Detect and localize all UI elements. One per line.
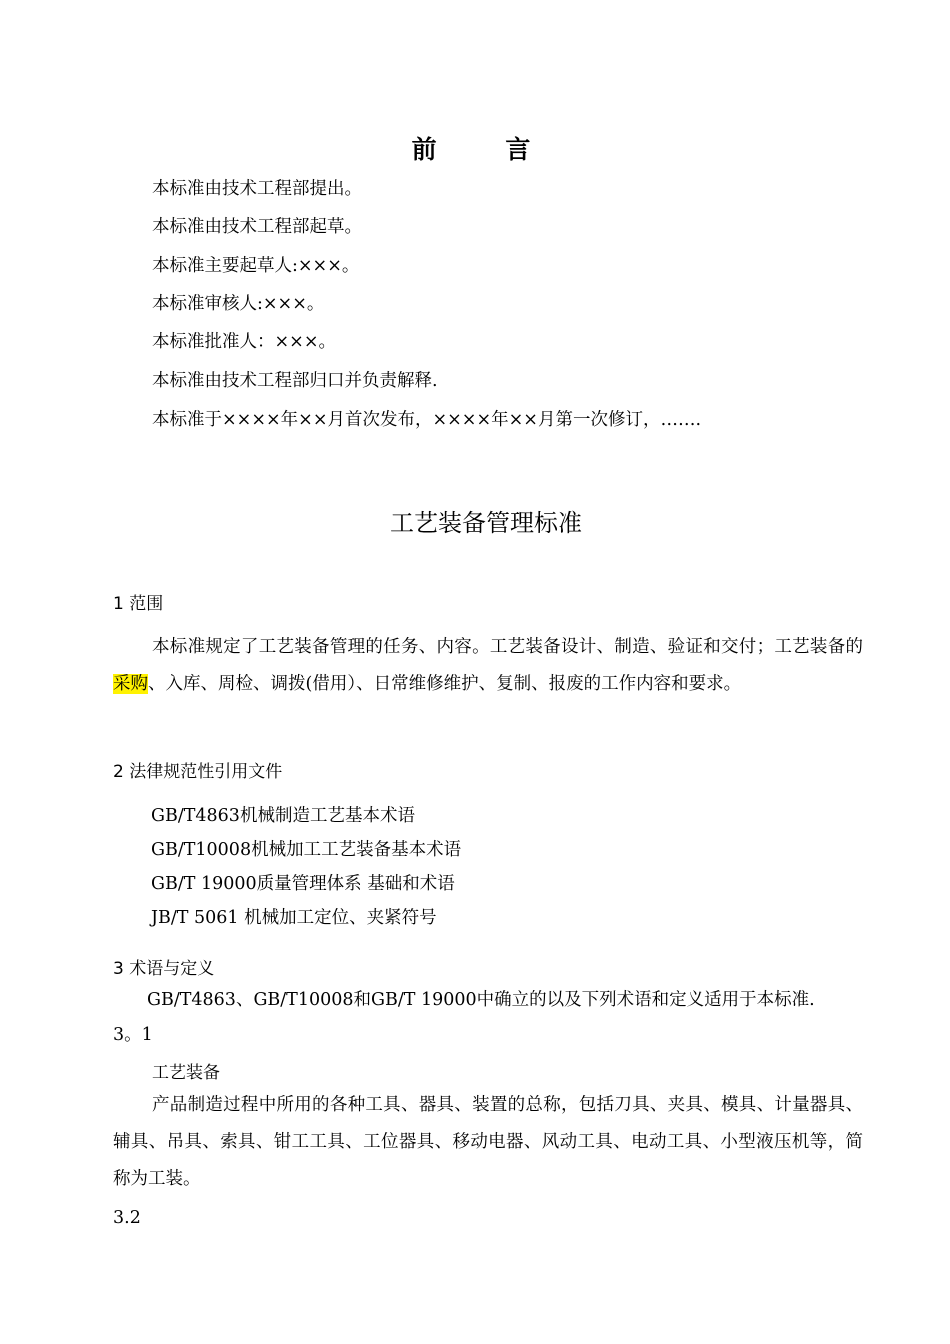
document-title: 工艺装备管理标准 [390,509,582,537]
section-heading-terms: 3 术语与定义 [113,959,215,979]
reference-item: GB/T4863机械制造工艺基本术语 [151,806,415,826]
reference-item: GB/T 19000质量管理体系 基础和术语 [151,874,455,894]
preface-line: 本标准主要起草人:×××。 [152,256,360,276]
preface-title: 前 言 [411,135,561,164]
terms-intro: GB/T4863、GB/T10008和GB/T 19000中确立的以及下列术语和定义适用于本标准. [147,990,815,1010]
scope-text-before: 本标准规定了工艺装备管理的任务、内容。工艺装备设计、制造、验证和交付；工艺装备的 [152,637,863,657]
preface-line: 本标准于××××年××月首次发布，××××年××月第一次修订，……. [152,410,702,430]
term-definition: 产品制造过程中所用的各种工具、器具、装置的总称，包括刀具、夹具、模具、计量器具、辅具、吊具、索具、钳工工具、工位器具、移动电器、风动工具、电动工具、小型液压机等，简称为工装。 [113,1095,863,1189]
section-heading-references: 2 法律规范性引用文件 [113,762,283,782]
section-heading-scope: 1 范围 [113,594,164,614]
term-title: 工艺装备 [152,1063,220,1083]
highlighted-term: 采购 [113,674,148,694]
scope-paragraph [113,629,863,703]
reference-item: JB/T 5061 机械加工定位、夹紧符号 [151,908,437,928]
reference-item: GB/T10008机械加工工艺装备基本术语 [151,840,462,860]
preface-line: 本标准审核人:×××。 [152,294,325,314]
preface-line: 本标准由技术工程部归口并负责解释. [152,371,438,391]
scope-text-after: 、入库、周检、调拨(借用）、日常维修维护、复制、报废的工作内容和要求。 [148,674,742,694]
preface-line: 本标准批准人：×××。 [152,332,336,352]
subsection-number: 3。1 [113,1025,153,1045]
preface-line: 本标准由技术工程部提出。 [152,179,362,199]
subsection-number: 3.2 [113,1208,141,1228]
preface-line: 本标准由技术工程部起草。 [152,217,362,237]
